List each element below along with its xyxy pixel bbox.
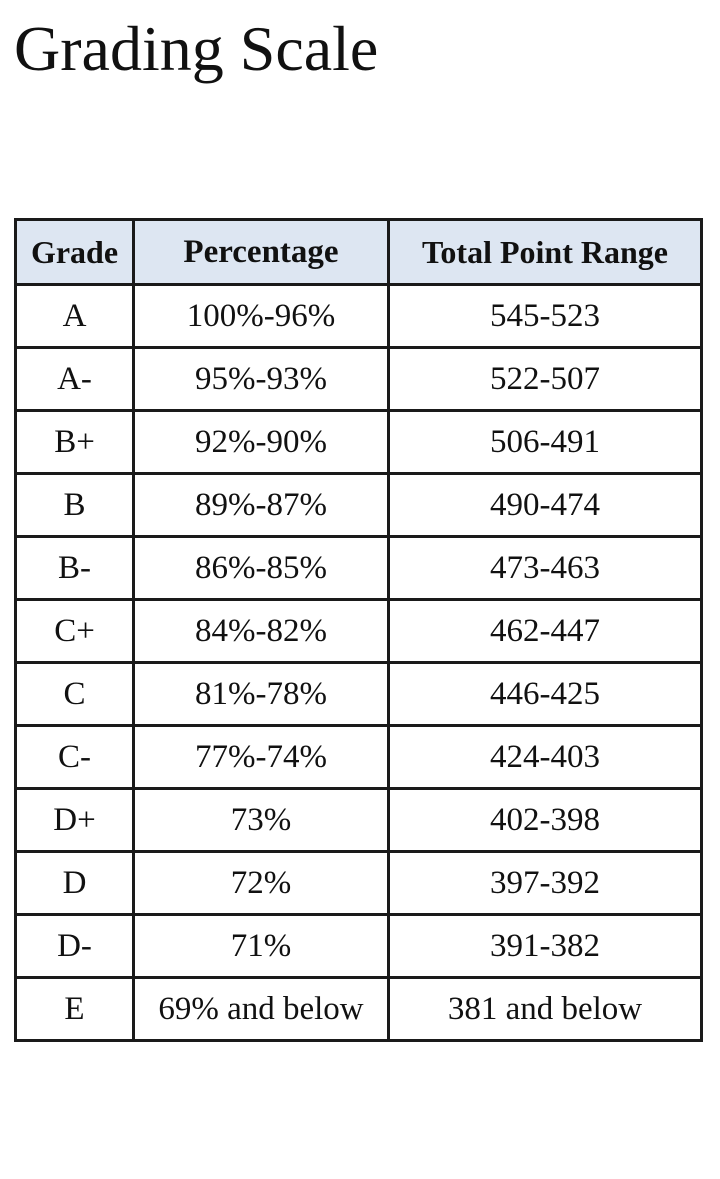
grade-cell: B-: [16, 537, 134, 600]
grade-cell: D-: [16, 915, 134, 978]
point-range-cell: 391-382: [389, 915, 702, 978]
point-range-cell: 446-425: [389, 663, 702, 726]
point-range-cell: 506-491: [389, 411, 702, 474]
percentage-cell: 100%-96%: [134, 285, 389, 348]
point-range-cell: 522-507: [389, 348, 702, 411]
page-title: Grading Scale: [14, 13, 379, 84]
grade-cell: E: [16, 978, 134, 1041]
header-total-point-range: Total Point Range: [389, 220, 702, 285]
table-row: [16, 978, 702, 1041]
percentage-cell: 69% and below: [134, 978, 389, 1041]
grade-cell: B+: [16, 411, 134, 474]
table-row: [16, 285, 702, 348]
table-row: [16, 726, 702, 789]
point-range-cell: 490-474: [389, 474, 702, 537]
percentage-cell: 92%-90%: [134, 411, 389, 474]
grade-cell: C-: [16, 726, 134, 789]
grade-cell: D: [16, 852, 134, 915]
percentage-cell: 71%: [134, 915, 389, 978]
grade-cell: C+: [16, 600, 134, 663]
grade-cell: A: [16, 285, 134, 348]
grading-scale-table: [14, 218, 703, 1042]
grade-cell: B: [16, 474, 134, 537]
percentage-cell: 84%-82%: [134, 600, 389, 663]
percentage-cell: 86%-85%: [134, 537, 389, 600]
table-row: [16, 348, 702, 411]
percentage-cell: 81%-78%: [134, 663, 389, 726]
table-row: [16, 663, 702, 726]
point-range-cell: 462-447: [389, 600, 702, 663]
table-header-row: [16, 220, 702, 285]
table-row: [16, 411, 702, 474]
point-range-cell: 381 and below: [389, 978, 702, 1041]
header-grade: Grade: [16, 220, 134, 285]
grade-cell: D+: [16, 789, 134, 852]
table-row: [16, 915, 702, 978]
percentage-cell: 95%-93%: [134, 348, 389, 411]
point-range-cell: 402-398: [389, 789, 702, 852]
table-row: [16, 789, 702, 852]
point-range-cell: 545-523: [389, 285, 702, 348]
percentage-cell: 73%: [134, 789, 389, 852]
table-row: [16, 600, 702, 663]
point-range-cell: 424-403: [389, 726, 702, 789]
table-row: [16, 537, 702, 600]
header-percentage: Percentage: [134, 220, 389, 285]
grade-cell: A-: [16, 348, 134, 411]
table-row: [16, 852, 702, 915]
grade-cell: C: [16, 663, 134, 726]
point-range-cell: 397-392: [389, 852, 702, 915]
point-range-cell: 473-463: [389, 537, 702, 600]
percentage-cell: 72%: [134, 852, 389, 915]
percentage-cell: 77%-74%: [134, 726, 389, 789]
table-row: [16, 474, 702, 537]
percentage-cell: 89%-87%: [134, 474, 389, 537]
